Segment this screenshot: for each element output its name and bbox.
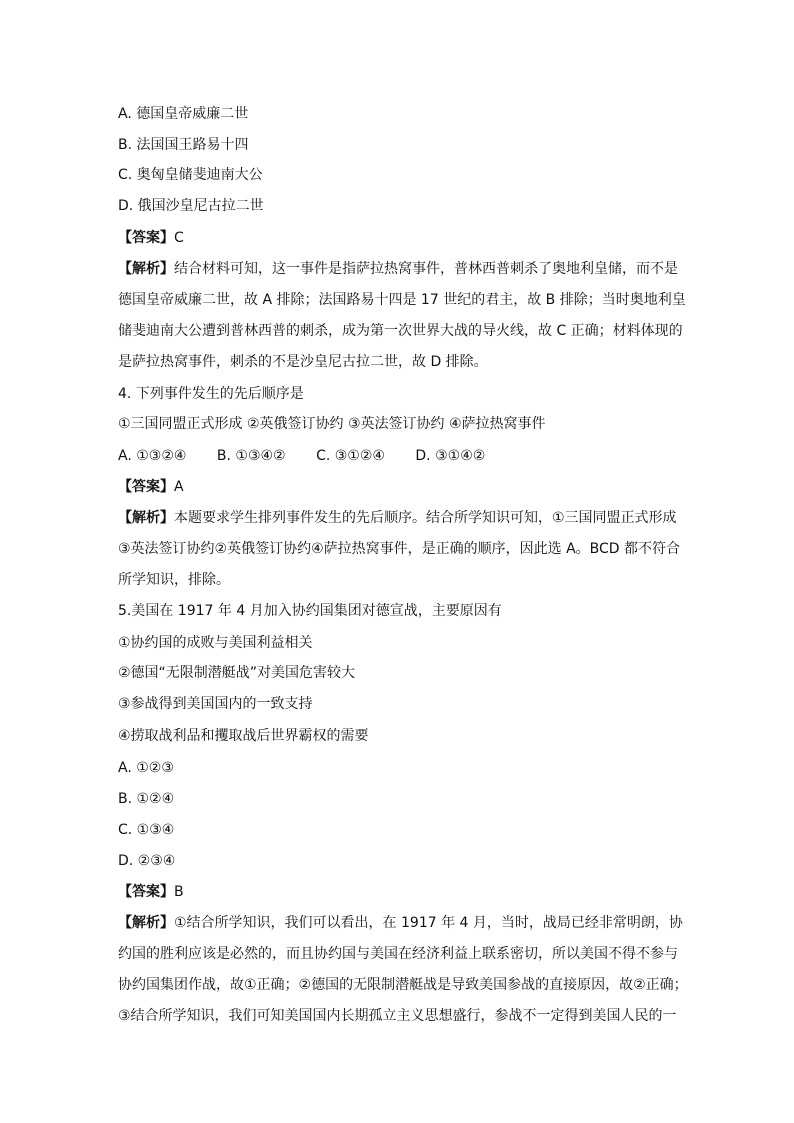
- analysis-tag: 【解析】: [118, 510, 174, 526]
- analysis-text: ①结合所学知识，我们可以看出，在 1917 年 4 月，当时，战局已经非常明朗，协: [174, 915, 683, 931]
- q5-option-a: A. ①②③: [118, 760, 174, 776]
- analysis-tag: 【解析】: [118, 261, 174, 277]
- answer-value: A: [174, 479, 184, 495]
- q3-answer: [118, 228, 682, 248]
- q4-stem: 4. 下列事件发生的先后顺序是: [118, 386, 304, 402]
- answer-tag: 【答案】: [118, 230, 174, 246]
- q3-analysis-line-2: 德国皇帝威廉二世，故 A 排除；法国路易十四是 17 世纪的君主，故 B 排除；当时奥地利皇: [118, 292, 686, 308]
- answer-value: B: [174, 884, 184, 900]
- q3-option-b: B. 法国国王路易十四: [118, 137, 249, 153]
- q4-option-a: A. ①③②④: [118, 448, 187, 464]
- q5-item-3: ③参战得到美国国内的一致支持: [118, 696, 313, 712]
- answer-tag: 【答案】: [118, 479, 174, 495]
- analysis-text: 本题要求学生排列事件发生的先后顺序。结合所学知识可知，①三国同盟正式形成: [174, 510, 677, 526]
- q4-items: ①三国同盟正式形成 ②英俄签订协约 ③英法签订协约 ④萨拉热窝事件: [118, 416, 546, 432]
- q4-option-b: B. ①③④②: [216, 448, 286, 464]
- q5-item-1: ①协约国的成败与美国利益相关: [118, 635, 313, 651]
- q5-option-b: B. ①②④: [118, 791, 175, 807]
- q5-item-4: ④捞取战利品和攫取战后世界霸权的需要: [118, 728, 369, 744]
- q3-option-d: D. 俄国沙皇尼古拉二世: [118, 198, 264, 214]
- q3-analysis-line-3: 储斐迪南大公遭到普林西普的刺杀，成为第一次世界大战的导火线，故 C 正确；材料体现的: [118, 323, 683, 339]
- q3-option-a: A. 德国皇帝威廉二世: [118, 106, 249, 122]
- q5-analysis-line-4: ③结合所学知识，我们可知美国国内长期孤立主义思想盛行，参战不一定得到美国人民的一: [118, 1008, 677, 1024]
- analysis-tag: 【解析】: [118, 915, 174, 931]
- q3-analysis-line-4: 是萨拉热窝事件，刺杀的不是沙皇尼古拉二世，故 D 排除。: [118, 354, 488, 370]
- q4-analysis-line-3: 所学知识，排除。: [118, 572, 230, 588]
- q4-option-c: C. ③①②④: [316, 448, 385, 464]
- q4-analysis-line-2: ③英法签订协约②英俄签订协约④萨拉热窝事件，是正确的顺序，因此选 A。BCD 都不符合: [118, 541, 681, 557]
- q3-analysis-line-1: [118, 259, 682, 279]
- answer-value: C: [174, 230, 184, 246]
- q5-answer: [118, 882, 682, 902]
- q3-option-c: C. 奥匈皇储斐迪南大公: [118, 167, 263, 183]
- q4-answer: [118, 477, 682, 497]
- q5-option-d: D. ②③④: [118, 853, 176, 869]
- analysis-text: 结合材料可知，这一事件是指萨拉热窝事件，普林西普刺杀了奥地利皇储，而不是: [174, 261, 678, 277]
- q5-option-c: C. ①③④: [118, 822, 175, 838]
- answer-tag: 【答案】: [118, 884, 174, 900]
- q5-analysis-line-2: 约国的胜利应该是必然的，而且协约国与美国在经济利益上联系密切，所以美国不得不参与: [118, 946, 678, 962]
- q4-option-d: D. ③①④②: [415, 448, 486, 464]
- q5-analysis-line-3: 协约国集团作战，故①正确；②德国的无限制潜艇战是导致美国参战的直接原因，故②正确；: [118, 977, 688, 993]
- q5-analysis-line-1: [118, 913, 682, 933]
- q5-item-2: ②德国“无限制潜艇战”对美国危害较大: [118, 665, 356, 681]
- q5-stem: 5.美国在 1917 年 4 月加入协约国集团对德宣战，主要原因有: [118, 603, 502, 619]
- q4-options: [118, 446, 682, 466]
- q4-analysis-line-1: [118, 508, 682, 528]
